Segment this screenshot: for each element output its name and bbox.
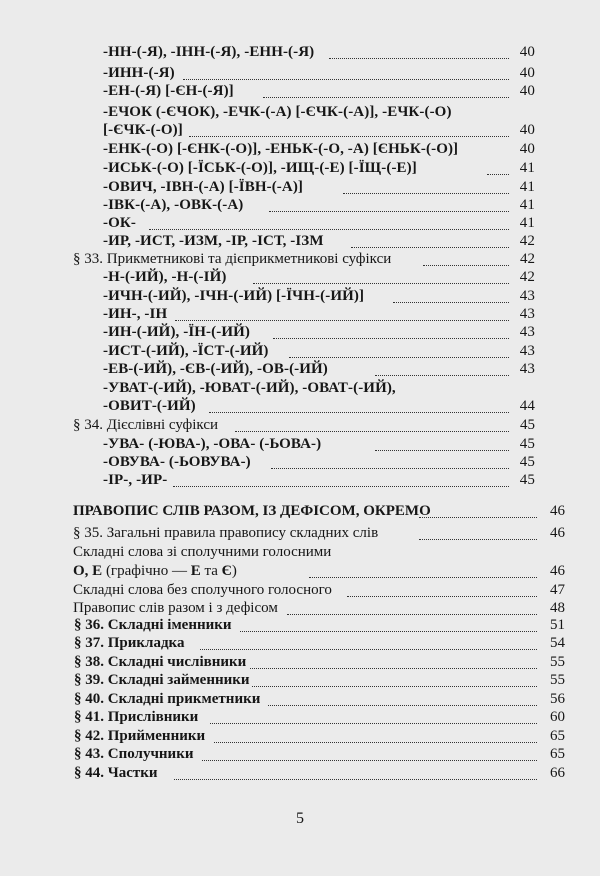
toc-section-heading: § 36. Складні іменники 51	[74, 617, 565, 633]
toc-entry: -УВАТ-(-ИЙ), -ЮВАТ-(-ИЙ), -ОВАТ-(-ИЙ),	[103, 380, 396, 396]
toc-page-number: 43	[519, 306, 535, 322]
toc-page-number: 60	[550, 709, 565, 725]
toc-subentry: Складні слова зі сполучними голосними	[73, 544, 332, 560]
toc-page-number: 40	[519, 141, 535, 157]
toc-section-heading: § 38. Складні числівники 55	[74, 654, 565, 670]
toc-chapter-heading: ПРАВОПИС СЛІВ РАЗОМ, ІЗ ДЕФІСОМ, ОКРЕМО 46	[73, 503, 565, 519]
toc-page-number: 45	[519, 472, 535, 488]
toc-entry: -ІР-, -ИР- 45	[103, 472, 535, 488]
toc-entry: -ЕН-(-Я) [-ЄН-(-Я)] 40	[103, 83, 535, 99]
toc-entry: -ЕВ-(-ИЙ), -ЄВ-(-ИЙ), -ОВ-(-ИЙ) 43	[103, 361, 535, 377]
toc-page-number: 40	[519, 44, 535, 60]
toc-entry: -ИСТ-(-ИЙ), -ЇСТ-(-ИЙ) 43	[103, 343, 535, 359]
toc-page-number: 41	[519, 197, 535, 213]
toc-page-number: 55	[550, 654, 565, 670]
toc-page-number: 41	[519, 179, 535, 195]
toc-page-number: 43	[519, 343, 535, 359]
toc-page-number: 51	[550, 617, 565, 633]
toc-section-heading: § 42. Прийменники 65	[74, 728, 565, 744]
toc-page-number: 45	[520, 417, 535, 433]
toc-subentry: Правопис слів разом і з дефісом 48	[73, 600, 565, 616]
toc-page-number: 45	[519, 454, 535, 470]
toc-entry: -ІВК-(-А), -ОВК-(-А) 41	[103, 197, 535, 213]
toc-section-heading: § 44. Частки 66	[74, 765, 565, 781]
toc-page-number: 40	[519, 65, 535, 81]
toc-entry: -ОК- 41	[103, 215, 535, 231]
toc-page-number: 54	[550, 635, 565, 651]
toc-section-heading: § 35. Загальні правила правопису складних слів 46	[73, 525, 565, 541]
toc-section-heading: § 34. Дієслівні суфікси 45	[73, 417, 535, 433]
toc-entry: -ОВИЧ, -ІВН-(-А) [-ЇВН-(-А)] 41	[103, 179, 535, 195]
toc-page-number: 40	[519, 122, 535, 138]
toc-page-number: 41	[519, 215, 535, 231]
toc-page-number: 46	[550, 563, 565, 579]
toc-page-number: 66	[550, 765, 565, 781]
toc-entry: -ИСЬК-(-О) [-ЇСЬК-(-О)], -ИЩ-(-Е) [-ЇЩ-(-Е)] 41	[103, 160, 535, 176]
toc-page-number: 55	[550, 672, 565, 688]
toc-section-heading: § 41. Прислівники 60	[74, 709, 565, 725]
toc-entry: -ИР, -ИСТ, -ИЗМ, -ІР, -ІСТ, -ІЗМ 42	[103, 233, 535, 249]
toc-page-number: 56	[550, 691, 565, 707]
toc-entry: -УВА- (-ЮВА-), -ОВА- (-ЬОВА-) 45	[103, 436, 535, 452]
toc-page-number: 40	[519, 83, 535, 99]
toc-section-heading: § 40. Складні прикметники 56	[74, 691, 565, 707]
toc-page-number: 42	[519, 233, 535, 249]
toc-entry: -ОВУВА- (-ЬОВУВА-) 45	[103, 454, 535, 470]
toc-entry: -ИН-, -ІН 43	[103, 306, 535, 322]
toc-page-number: 65	[550, 746, 565, 762]
page-number: 5	[296, 810, 304, 827]
toc-section-heading: § 39. Складні займенники 55	[74, 672, 565, 688]
toc-section-heading: § 43. Сполучники 65	[74, 746, 565, 762]
toc-entry: [-ЄЧК-(-О)] 40	[103, 122, 535, 138]
toc-entry: -ОВИТ-(-ИЙ) 44	[103, 398, 535, 414]
toc-entry: -ИЧН-(-ИЙ), -ІЧН-(-ИЙ) [-ЇЧН-(-ИЙ)] 43	[103, 288, 535, 304]
toc-section-heading: § 37. Прикладка 54	[74, 635, 565, 651]
toc-entry: -ЕНК-(-О) [-ЄНК-(-О)], -ЕНЬК-(-О, -А) [ЄНЬК-(-О)] 40	[103, 141, 535, 157]
toc-page-number: 41	[519, 160, 535, 176]
toc-page-number: 47	[550, 582, 565, 598]
toc-entry: -НН-(-Я), -ІНН-(-Я), -ЕНН-(-Я) 40	[103, 44, 535, 60]
toc-entry: -ИНН-(-Я) 40	[103, 65, 535, 81]
toc-page-number: 65	[550, 728, 565, 744]
toc-subentry: Складні слова без сполучного голосного 47	[73, 582, 565, 598]
toc-page-number: 45	[519, 436, 535, 452]
toc-section-heading: § 33. Прикметникові та дієприкметникові суфікси 42	[73, 251, 535, 267]
toc-entry: -Н-(-ИЙ), -Н-(-ІЙ) 42	[103, 269, 535, 285]
toc-subentry: О, Е (графічно — Е та Є) 46	[73, 563, 565, 579]
toc-page-number: 46	[550, 525, 565, 541]
toc-entry: -ИН-(-ИЙ), -ЇН-(-ИЙ) 43	[103, 324, 535, 340]
toc-page-number: 43	[519, 324, 535, 340]
toc-page-number: 42	[519, 269, 535, 285]
toc-page-number: 44	[519, 398, 535, 414]
toc-page-number: 46	[550, 503, 565, 519]
toc-page-number: 48	[550, 600, 565, 616]
toc-page-number: 42	[520, 251, 535, 267]
toc-entry: -ЕЧОК (-ЄЧОК), -ЕЧК-(-А) [-ЄЧК-(-А)], -ЕЧК-(-О)	[103, 104, 452, 120]
toc-page-number: 43	[519, 361, 535, 377]
toc-page-number: 43	[519, 288, 535, 304]
